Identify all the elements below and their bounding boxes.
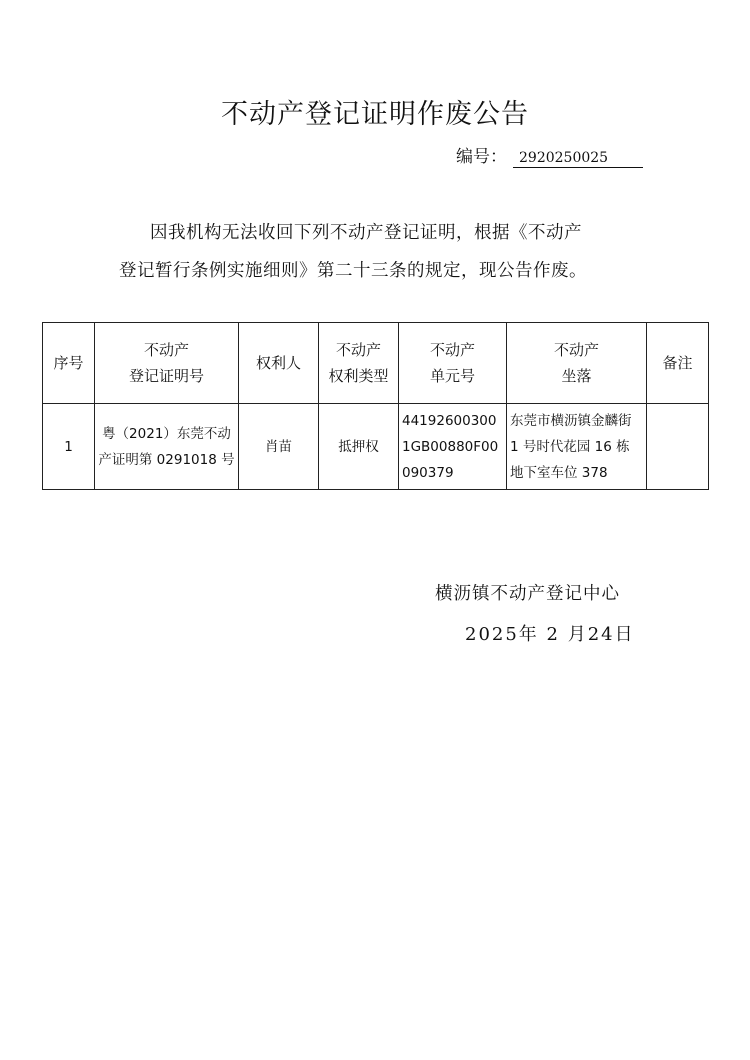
cell-location: 东莞市横沥镇金麟街 1 号时代花园 16 栋地下室车位 378: [507, 404, 647, 490]
cell-holder: 肖苗: [239, 404, 319, 490]
header-unit-no: 不动产 单元号: [399, 323, 507, 404]
table-header-row: [43, 323, 709, 404]
document-title: 不动产登记证明作废公告: [221, 99, 529, 130]
header-right-type: 不动产 权利类型: [319, 323, 399, 404]
issuer-name: 横沥镇不动产登记中心: [435, 584, 620, 604]
notice-line-1: 因我机构无法收回下列不动产登记证明，根据《不动产: [150, 223, 582, 243]
header-holder: 权利人: [239, 323, 319, 404]
table-row: [43, 404, 709, 490]
serial-number: [456, 142, 643, 168]
serial-value: 2920250025: [513, 149, 643, 168]
cell-unit-no: 441926003001GB00880F00090379: [399, 404, 507, 490]
header-remark: 备注: [647, 323, 709, 404]
void-certificate-table: [42, 322, 709, 490]
header-cert-no: 不动产 登记证明号: [95, 323, 239, 404]
issue-date: 2025年 2 月24日: [465, 624, 635, 645]
cell-cert-no: 粤（2021）东莞不动产证明第 0291018 号: [95, 404, 239, 490]
header-location: 不动产 坐落: [507, 323, 647, 404]
cell-right-type: 抵押权: [319, 404, 399, 490]
cell-index: 1: [43, 404, 95, 490]
header-index: 序号: [43, 323, 95, 404]
serial-label: 编号：: [456, 147, 507, 167]
notice-line-2: 登记暂行条例实施细则》第二十三条的规定，现公告作废。: [119, 261, 587, 281]
cell-remark: [647, 404, 709, 490]
